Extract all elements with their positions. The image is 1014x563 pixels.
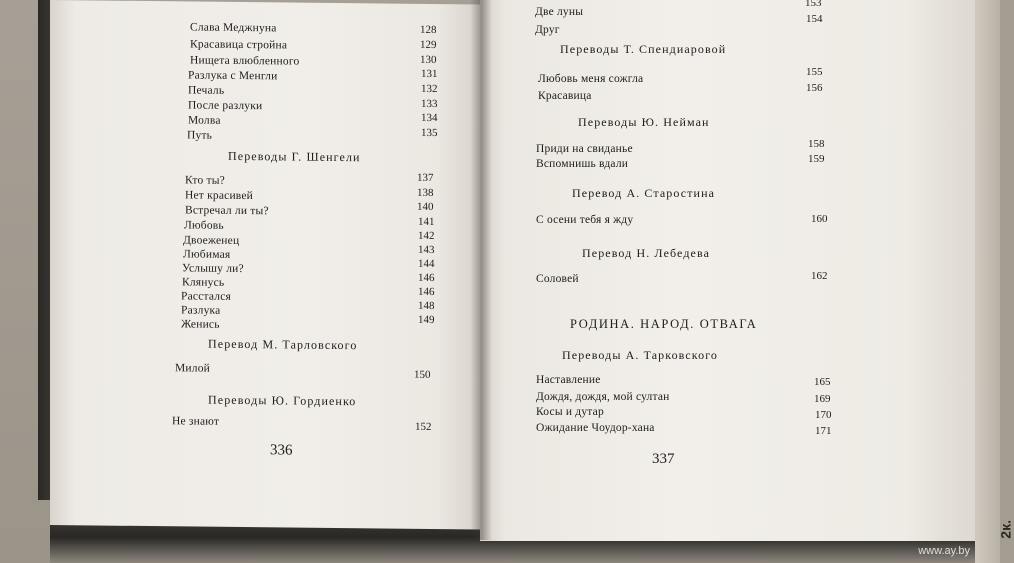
toc-entry-title: Двоеженец xyxy=(183,234,240,247)
translator-heading: Перевод М. Тарловского xyxy=(208,336,358,353)
toc-entry-title: С осени тебя я жду xyxy=(536,214,634,226)
toc-entry-page: 149 xyxy=(418,313,435,327)
toc-entry-title: Косы и дутар xyxy=(536,406,604,418)
toc-entry-title: Слава Меджнуна xyxy=(190,21,277,35)
right-page xyxy=(480,0,980,541)
toc-entry-title: Дождя, дождя, мой султан xyxy=(536,391,670,403)
toc-entry-page: 160 xyxy=(811,213,828,225)
toc-entry-page: 146 xyxy=(418,271,435,285)
toc-entry-title: Молва xyxy=(188,114,221,127)
translator-heading: Переводы Ю. Нейман xyxy=(578,115,710,129)
toc-entry-title: Красавица xyxy=(538,90,592,102)
toc-entry-page: 133 xyxy=(421,97,438,111)
translator-heading: Перевод А. Старостина xyxy=(572,186,716,200)
page-number: 337 xyxy=(652,451,675,467)
toc-entry-title: Услышу ли? xyxy=(182,262,244,276)
toc-entry-page: 135 xyxy=(421,126,438,140)
toc-entry-title: Печаль xyxy=(188,84,225,97)
toc-entry-page: 130 xyxy=(420,53,437,67)
toc-entry-title: Женись xyxy=(181,318,220,331)
toc-entry-page: 170 xyxy=(815,409,832,421)
toc-entry-title: Путь xyxy=(187,129,213,142)
toc-entry-title: Встречал ли ты? xyxy=(185,204,269,218)
toc-entry-title: Нищета влюбленного xyxy=(190,54,300,68)
toc-entry-title: Красавица стройна xyxy=(190,38,288,52)
toc-entry-page: 156 xyxy=(806,82,823,94)
toc-entry-page: 146 xyxy=(418,285,435,299)
toc-entry-page: 162 xyxy=(811,270,828,282)
section-title: РОДИНА. НАРОД. ОТВАГА xyxy=(570,317,758,331)
toc-entry-title: Не знают xyxy=(172,415,220,428)
toc-entry-page: 132 xyxy=(421,82,438,96)
toc-entry-title: Любовь xyxy=(184,219,224,232)
toc-entry-title: Расстался xyxy=(181,290,232,303)
toc-entry-title: Милой xyxy=(175,362,211,375)
translator-heading: Переводы Ю. Гордиенко xyxy=(208,392,357,409)
toc-entry-page: 159 xyxy=(808,153,825,165)
toc-entry-page: 165 xyxy=(814,376,831,388)
toc-entry-page: 142 xyxy=(418,229,435,243)
toc-entry-title: Разлука xyxy=(181,304,221,317)
toc-entry-page: 140 xyxy=(417,200,434,214)
translator-heading: Переводы Г. Шенгели xyxy=(228,148,361,165)
toc-entry-title: После разлуки xyxy=(188,99,263,113)
toc-entry-page: 171 xyxy=(815,425,832,437)
toc-entry-page: 158 xyxy=(808,138,825,150)
translator-heading: Переводы А. Тарковского xyxy=(562,348,719,362)
toc-entry-title: Друг xyxy=(535,24,560,36)
toc-entry-page: 128 xyxy=(420,23,437,37)
toc-entry-title: Две луны xyxy=(535,6,584,18)
toc-entry-title: Разлука с Менгли xyxy=(188,69,278,83)
toc-entry-page: 152 xyxy=(415,420,432,433)
toc-entry-page: 144 xyxy=(418,257,435,271)
toc-entry-page: 148 xyxy=(418,299,435,313)
toc-entry-page: 138 xyxy=(417,186,434,200)
toc-entry-page: 169 xyxy=(814,393,831,405)
toc-entry-page: 131 xyxy=(421,67,438,81)
toc-entry-title: Вспомнишь вдали xyxy=(536,158,629,170)
watermark: www.ay.by xyxy=(918,545,970,557)
toc-entry-title: Любовь меня сожгла xyxy=(538,73,644,85)
toc-entry-title: Кто ты? xyxy=(185,174,225,187)
toc-entry-title: Клянусь xyxy=(182,276,225,289)
toc-entry-page: 129 xyxy=(420,38,437,52)
toc-entry-page: 134 xyxy=(421,111,438,125)
toc-entry-page: 150 xyxy=(414,368,431,381)
toc-entry-page: 137 xyxy=(417,171,434,185)
toc-entry-page: 154 xyxy=(806,13,823,25)
toc-entry-title: Любимая xyxy=(183,248,231,261)
translator-heading: Переводы Т. Спендиаровой xyxy=(560,42,727,56)
toc-entry-title: Приди на свиданье xyxy=(536,143,633,155)
book-gutter-shadow xyxy=(470,0,492,540)
page-number: 336 xyxy=(270,442,293,459)
toc-entry-page: 155 xyxy=(806,66,823,78)
toc-entry-title: Соловей xyxy=(536,273,579,285)
toc-entry-page: 143 xyxy=(418,243,435,257)
left-page xyxy=(50,0,480,530)
edge-text: 2к. xyxy=(998,520,1014,539)
toc-entry-title: Нет красивей xyxy=(185,189,254,203)
toc-entry-page: 141 xyxy=(418,215,435,229)
toc-entry-title: Наставление xyxy=(536,374,601,386)
toc-entry-page: 153 xyxy=(805,0,822,9)
translator-heading: Перевод Н. Лебедева xyxy=(582,246,710,260)
toc-entry-title: Ожидание Чоудор-хана xyxy=(536,422,655,434)
page-stack-edge xyxy=(975,0,1000,563)
